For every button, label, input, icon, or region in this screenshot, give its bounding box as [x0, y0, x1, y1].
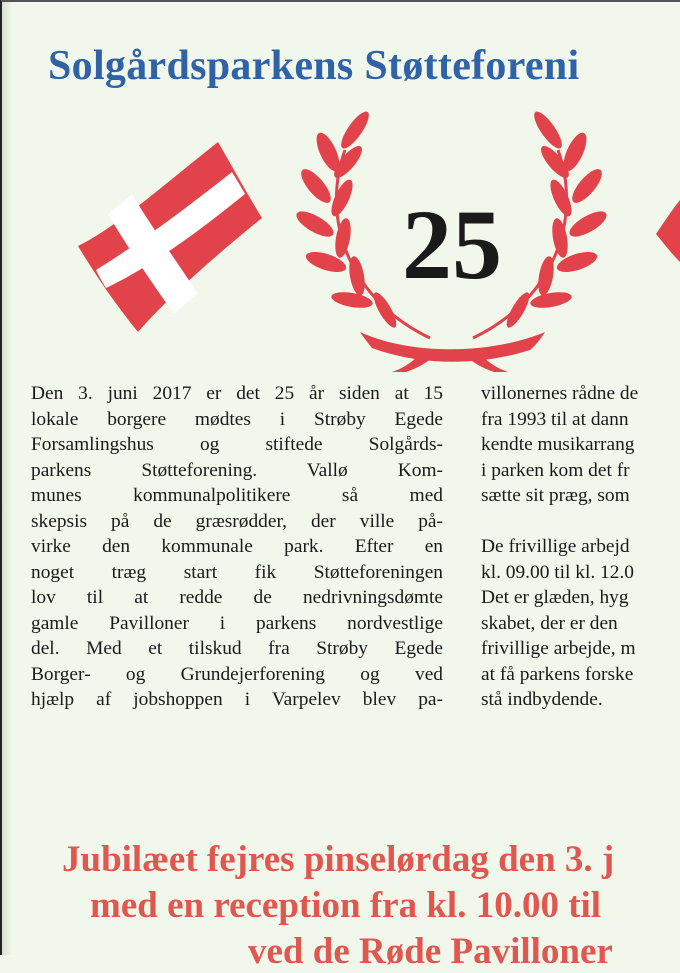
text-line: del. Med et tilskud fra Strøby Egede: [31, 638, 443, 659]
text-line: sætte sit præg, som: [481, 485, 630, 506]
anniversary-emblem: [0, 110, 680, 380]
text-line: skepsis på de græsrødder, der ville på-: [31, 510, 443, 532]
danish-flag-left-icon: [78, 142, 262, 332]
text-line: Forsamlingshus og stiftede Solgårds-: [31, 434, 443, 455]
danish-flag-right-icon: [656, 200, 680, 262]
text-line: Borger- og Grundejerforening og ved: [31, 663, 443, 685]
paragraph-gap: [481, 509, 680, 535]
page-title: Solgårdsparkens Støtteforeni: [48, 43, 580, 89]
article-left-column: [31, 381, 443, 713]
text-line: hjælp af jobshoppen i Varpelev blev pa-: [31, 689, 443, 710]
text-line: noget træg start fik Støtteforeningen: [31, 561, 443, 583]
text-line: kendte musikarrang: [481, 434, 635, 455]
announcement-line: Jubilæet fejres pinselørdag den 3. j: [62, 839, 615, 880]
text-line: kl. 09.00 til kl. 12.0: [481, 561, 634, 583]
text-line: parkens Støtteforening. Vallø Kom-: [31, 459, 443, 481]
text-line: skabet, der er den: [481, 612, 618, 634]
text-line: at få parkens forske: [481, 663, 634, 685]
text-line: gamle Pavilloner i parkens nordvestlige: [31, 612, 443, 634]
announcement-line: med en reception fra kl. 10.00 til: [90, 885, 602, 926]
text-line: virke den kommunale park. Efter en: [31, 536, 443, 557]
text-line: lov til at redde de nedrivningsdømte: [31, 587, 443, 608]
text-line: fra 1993 til at dann: [481, 408, 629, 430]
anniversary-number: 25: [402, 189, 502, 300]
text-line: frivillige arbejde, m: [481, 638, 636, 659]
article-right-column: [481, 381, 680, 713]
text-line: munes kommunalpolitikere så med: [31, 485, 443, 506]
text-line: stå indbydende.: [481, 689, 603, 710]
text-line: De frivillige arbejd: [481, 536, 630, 557]
text-line: villonernes rådne de: [481, 383, 639, 404]
announcement-line: ved de Røde Pavilloner: [248, 931, 613, 972]
text-line: Det er glæden, hyg: [481, 587, 629, 608]
text-line: lokale borgere mødtes i Strøby Egede: [31, 408, 443, 430]
text-line: Den 3. juni 2017 er det 25 år siden at 15: [31, 383, 443, 404]
text-line: i parken kom det fr: [481, 459, 630, 481]
